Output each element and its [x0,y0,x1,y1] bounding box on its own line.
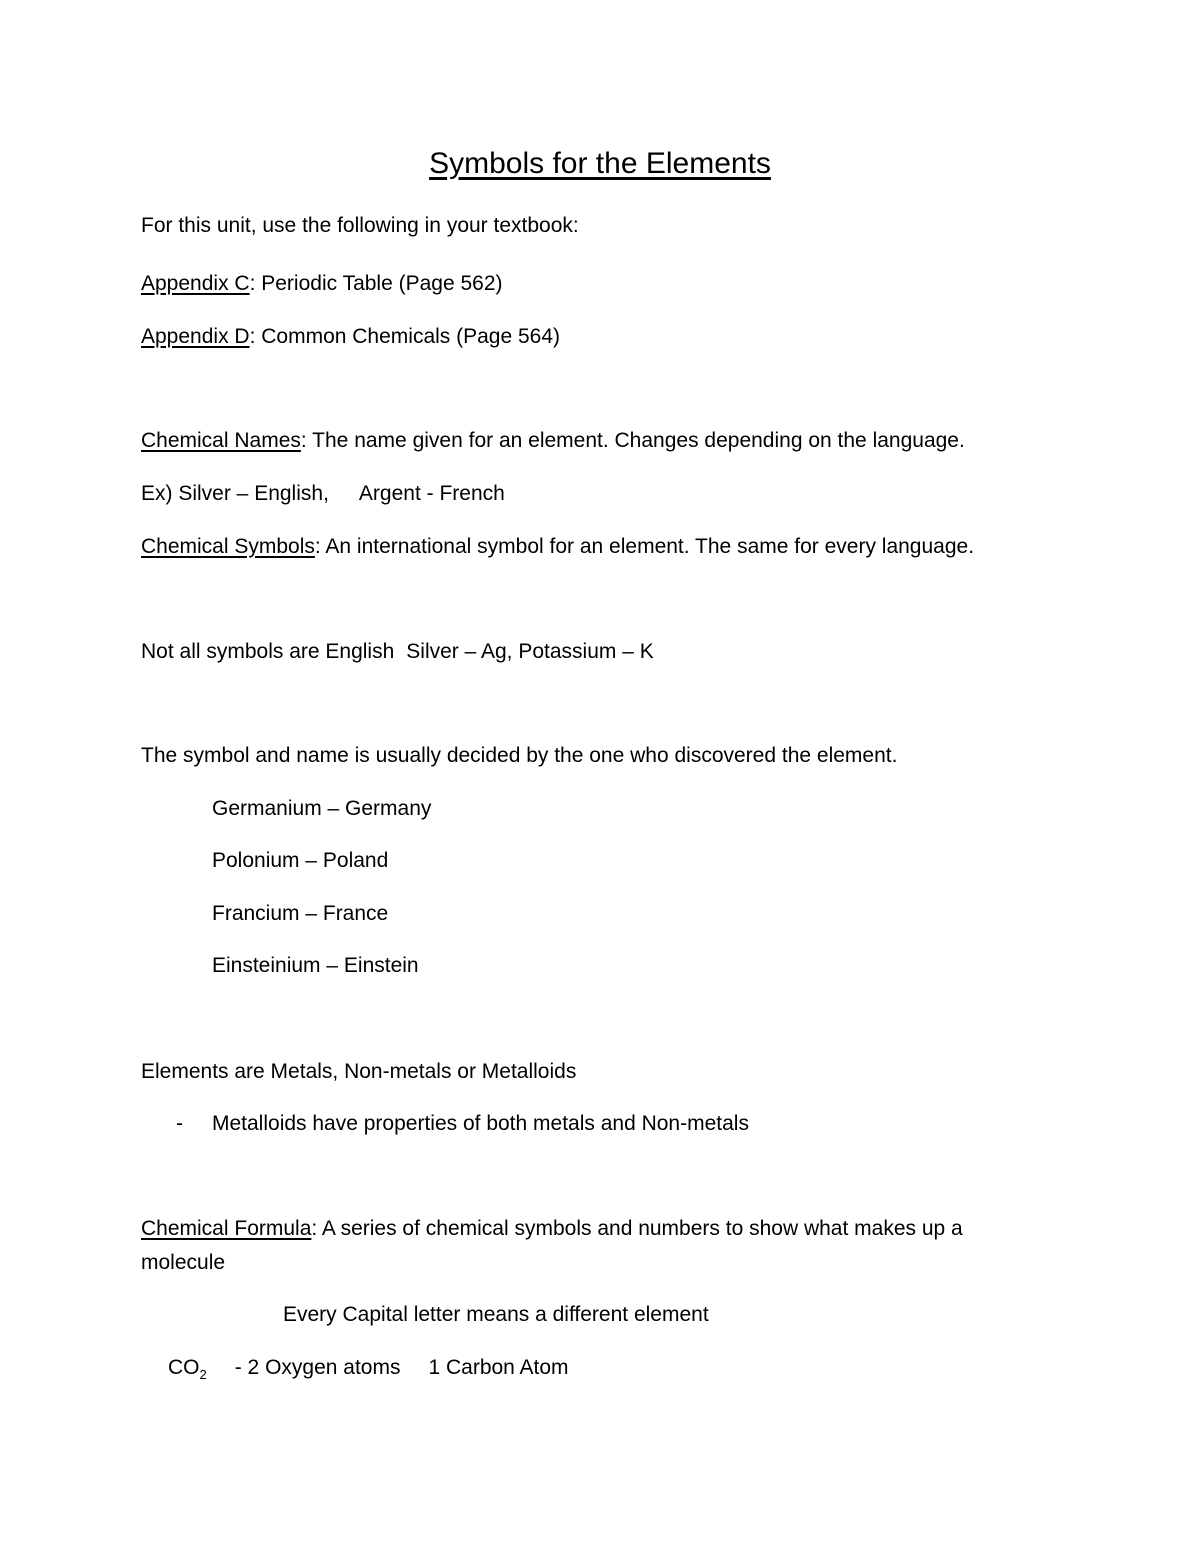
metalloids-bullet-text: Metalloids have properties of both metals and Non-metals [212,1112,749,1135]
chemical-names-line [141,428,965,454]
list-item: Polonium – Poland [212,849,389,872]
list-item: Einsteinium – Einstein [212,954,419,977]
chemical-formula-continued: molecule [141,1251,226,1274]
co2-oxygen: - 2 Oxygen atoms [234,1356,401,1379]
chemical-symbols-label: Chemical Symbols [141,535,315,558]
chemical-symbols-line [141,534,974,560]
co2-carbon: 1 Carbon Atom [428,1356,569,1379]
co2-formula: CO [168,1356,200,1379]
chemical-formula-label: Chemical Formula [141,1217,312,1240]
symbol-examples: Silver – Ag, Potassium – K [406,640,654,663]
chemical-formula-line [141,1216,963,1242]
example-french: Argent - French [358,482,505,505]
list-item: Germanium – Germany [212,797,432,820]
chemical-names-text: : The name given for an element. Changes depending on the language. [300,429,965,452]
list-item: Francium – France [212,902,389,925]
appendix-d-label: Appendix D [141,325,250,348]
not-english-line [141,639,654,665]
appendix-c-text: : Periodic Table (Page 562) [249,272,503,295]
example-english: Ex) Silver – English, [141,482,329,505]
bullet-marker: - [176,1112,183,1135]
chemical-symbols-text: : An international symbol for an element. The same for every language. [314,535,975,558]
elements-types-line: Elements are Metals, Non-metals or Metalloids [141,1060,577,1083]
discovered-line: The symbol and name is usually decided by the one who discovered the element. [141,744,898,767]
co2-example-line [168,1355,569,1381]
appendix-d-line [141,324,560,350]
title-text: Symbols for the Elements [429,147,771,180]
appendix-c-line [141,271,503,297]
page-title [0,145,1200,183]
capital-note: Every Capital letter means a different element [283,1303,709,1326]
example-line [141,481,505,507]
appendix-c-label: Appendix C [141,272,250,295]
co2-subscript: 2 [199,1367,207,1383]
appendix-d-text: : Common Chemicals (Page 564) [249,325,561,348]
chemical-names-label: Chemical Names [141,429,301,452]
intro-line: For this unit, use the following in your textbook: [141,214,579,237]
chemical-formula-text: : A series of chemical symbols and numbers to show what makes up a [311,1217,963,1240]
not-english-text: Not all symbols are English [141,640,395,663]
